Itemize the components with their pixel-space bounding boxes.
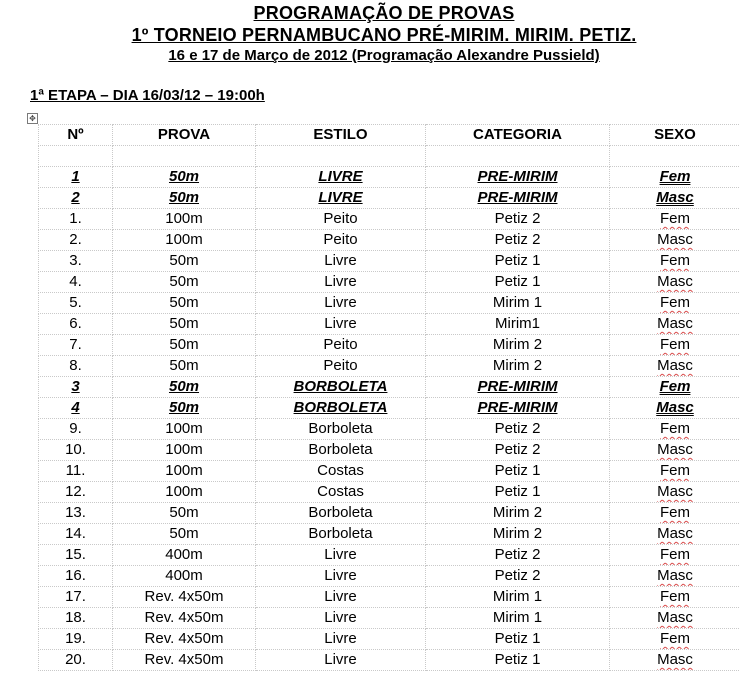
sexo-text: Masc	[656, 399, 694, 416]
table-row	[39, 209, 740, 230]
table-row	[39, 503, 740, 524]
cell-estilo: Costas	[256, 482, 426, 503]
cell-estilo: Peito	[256, 209, 426, 230]
table-row	[39, 419, 740, 440]
cell-prova: 50m	[113, 356, 256, 377]
sexo-text: Fem	[660, 630, 690, 647]
cell-categoria: Petiz 1	[426, 650, 610, 671]
table-row	[39, 188, 740, 209]
column-header-prova: PROVA	[113, 125, 256, 146]
cell-number: 9.	[39, 419, 113, 440]
cell-estilo: Peito	[256, 230, 426, 251]
sexo-text: Fem	[659, 168, 691, 185]
cell-prova: Rev. 4x50m	[113, 608, 256, 629]
cell-sexo	[610, 167, 740, 188]
table-cell	[39, 146, 113, 167]
cell-categoria: Petiz 1	[426, 629, 610, 650]
sexo-text: Fem	[660, 294, 690, 311]
move-arrows-icon[interactable]: ✥	[27, 113, 38, 124]
cell-estilo: Livre	[256, 608, 426, 629]
table-row	[39, 524, 740, 545]
cell-prova: 50m	[113, 293, 256, 314]
table-row	[39, 272, 740, 293]
cell-categoria: Mirim 2	[426, 524, 610, 545]
cell-categoria: Petiz 2	[426, 566, 610, 587]
cell-number: 4.	[39, 272, 113, 293]
cell-number: 1	[39, 167, 113, 188]
table-row	[39, 545, 740, 566]
cell-number: 17.	[39, 587, 113, 608]
cell-sexo	[610, 440, 740, 461]
cell-prova: 50m	[113, 335, 256, 356]
cell-estilo: Livre	[256, 314, 426, 335]
cell-number: 14.	[39, 524, 113, 545]
cell-categoria: Petiz 2	[426, 230, 610, 251]
cell-sexo	[610, 650, 740, 671]
cell-estilo: Livre	[256, 545, 426, 566]
cell-sexo	[610, 482, 740, 503]
sexo-text: Fem	[660, 462, 690, 479]
cell-estilo: Livre	[256, 566, 426, 587]
table-cell	[113, 146, 256, 167]
cell-number: 8.	[39, 356, 113, 377]
table-row	[39, 335, 740, 356]
table-row	[39, 293, 740, 314]
cell-prova: 100m	[113, 230, 256, 251]
table-cell	[426, 146, 610, 167]
cell-sexo	[610, 377, 740, 398]
tournament-title: 1º TORNEIO PERNAMBUCANO PRÉ-MIRIM. MIRIM. PETIZ.	[131, 25, 637, 45]
cell-estilo: Borboleta	[256, 503, 426, 524]
cell-number: 18.	[39, 608, 113, 629]
cell-prova: 400m	[113, 545, 256, 566]
cell-prova: 50m	[113, 377, 256, 398]
sexo-text: Fem	[660, 420, 690, 437]
sexo-text: Masc	[657, 483, 693, 500]
sexo-text: Fem	[660, 210, 690, 227]
cell-sexo	[610, 419, 740, 440]
cell-prova: 50m	[113, 503, 256, 524]
cell-categoria: Mirim 1	[426, 587, 610, 608]
table-row	[39, 440, 740, 461]
cell-number: 3.	[39, 251, 113, 272]
sexo-text: Masc	[657, 357, 693, 374]
cell-sexo	[610, 629, 740, 650]
cell-number: 3	[39, 377, 113, 398]
cell-sexo	[610, 230, 740, 251]
cell-categoria: PRE-MIRIM	[426, 377, 610, 398]
cell-number: 6.	[39, 314, 113, 335]
column-header-categoria: CATEGORIA	[426, 125, 610, 146]
cell-sexo	[610, 566, 740, 587]
cell-categoria: PRE-MIRIM	[426, 398, 610, 419]
cell-prova: 100m	[113, 419, 256, 440]
sexo-text: Masc	[657, 567, 693, 584]
cell-estilo: Peito	[256, 335, 426, 356]
sexo-text: Masc	[657, 231, 693, 248]
table-row	[39, 650, 740, 671]
cell-sexo	[610, 356, 740, 377]
table-row	[39, 629, 740, 650]
cell-sexo	[610, 272, 740, 293]
cell-categoria: Mirim1	[426, 314, 610, 335]
cell-number: 5.	[39, 293, 113, 314]
cell-prova: 50m	[113, 524, 256, 545]
cell-number: 15.	[39, 545, 113, 566]
cell-number: 2	[39, 188, 113, 209]
cell-estilo: Borboleta	[256, 524, 426, 545]
cell-sexo	[610, 293, 740, 314]
cell-categoria: Petiz 1	[426, 251, 610, 272]
cell-categoria: Mirim 2	[426, 335, 610, 356]
cell-number: 20.	[39, 650, 113, 671]
cell-prova: Rev. 4x50m	[113, 650, 256, 671]
cell-categoria: Petiz 2	[426, 209, 610, 230]
cell-estilo: Borboleta	[256, 419, 426, 440]
blank-row	[39, 146, 740, 167]
cell-prova: 50m	[113, 251, 256, 272]
sexo-text: Masc	[657, 441, 693, 458]
document-header	[0, 2, 740, 65]
table-row	[39, 377, 740, 398]
table-row	[39, 251, 740, 272]
table-row	[39, 461, 740, 482]
cell-sexo	[610, 209, 740, 230]
table-cell	[256, 146, 426, 167]
sexo-text: Fem	[659, 378, 691, 395]
cell-prova: 50m	[113, 167, 256, 188]
table-row	[39, 482, 740, 503]
document-subtitle: 16 e 17 de Março de 2012 (Programação Alexandre Pussield)	[168, 47, 600, 64]
sexo-text: Masc	[656, 189, 694, 206]
cell-sexo	[610, 188, 740, 209]
table-row	[39, 398, 740, 419]
cell-number: 10.	[39, 440, 113, 461]
cell-categoria: PRE-MIRIM	[426, 188, 610, 209]
cell-prova: 100m	[113, 482, 256, 503]
cell-estilo: Livre	[256, 587, 426, 608]
sexo-text: Masc	[657, 315, 693, 332]
cell-categoria: Petiz 2	[426, 440, 610, 461]
cell-estilo: Livre	[256, 293, 426, 314]
cell-estilo: Livre	[256, 650, 426, 671]
cell-categoria: Mirim 2	[426, 503, 610, 524]
cell-number: 13.	[39, 503, 113, 524]
table-row	[39, 566, 740, 587]
cell-sexo	[610, 461, 740, 482]
table-row	[39, 608, 740, 629]
cell-prova: 50m	[113, 314, 256, 335]
cell-estilo: Peito	[256, 356, 426, 377]
cell-prova: 50m	[113, 272, 256, 293]
cell-categoria: Petiz 1	[426, 272, 610, 293]
column-header-sexo: SEXO	[610, 125, 740, 146]
table-row	[39, 230, 740, 251]
cell-estilo: Borboleta	[256, 440, 426, 461]
sexo-text: Masc	[657, 525, 693, 542]
sexo-text: Fem	[660, 588, 690, 605]
cell-sexo	[610, 251, 740, 272]
table-row	[39, 587, 740, 608]
cell-sexo	[610, 398, 740, 419]
cell-estilo: Costas	[256, 461, 426, 482]
cell-number: 19.	[39, 629, 113, 650]
cell-categoria: Mirim 2	[426, 356, 610, 377]
cell-number: 2.	[39, 230, 113, 251]
cell-categoria: Mirim 1	[426, 608, 610, 629]
document-title: PROGRAMAÇÃO DE PROVAS	[253, 3, 515, 23]
cell-number: 11.	[39, 461, 113, 482]
cell-number: 4	[39, 398, 113, 419]
cell-prova: Rev. 4x50m	[113, 629, 256, 650]
cell-categoria: Petiz 1	[426, 482, 610, 503]
cell-number: 1.	[39, 209, 113, 230]
cell-number: 16.	[39, 566, 113, 587]
cell-prova: Rev. 4x50m	[113, 587, 256, 608]
cell-prova: 100m	[113, 461, 256, 482]
events-table	[38, 124, 740, 671]
cell-categoria: Petiz 2	[426, 545, 610, 566]
stage-heading: 1ª ETAPA – DIA 16/03/12 – 19:00h	[30, 87, 265, 104]
cell-sexo	[610, 503, 740, 524]
cell-sexo	[610, 608, 740, 629]
cell-prova: 400m	[113, 566, 256, 587]
cell-prova: 100m	[113, 209, 256, 230]
cell-sexo	[610, 545, 740, 566]
sexo-text: Fem	[660, 504, 690, 521]
sexo-text: Masc	[657, 273, 693, 290]
sexo-text: Masc	[657, 609, 693, 626]
sexo-text: Fem	[660, 252, 690, 269]
cell-estilo: BORBOLETA	[256, 398, 426, 419]
cell-estilo: LIVRE	[256, 188, 426, 209]
cell-sexo	[610, 587, 740, 608]
cell-sexo	[610, 524, 740, 545]
cell-estilo: BORBOLETA	[256, 377, 426, 398]
table-row	[39, 356, 740, 377]
cell-estilo: LIVRE	[256, 167, 426, 188]
cell-prova: 50m	[113, 188, 256, 209]
table-cell	[610, 146, 740, 167]
cell-estilo: Livre	[256, 251, 426, 272]
cell-prova: 100m	[113, 440, 256, 461]
column-header-number: Nº	[39, 125, 113, 146]
table-row	[39, 167, 740, 188]
sexo-text: Masc	[657, 651, 693, 668]
cell-categoria: Petiz 1	[426, 461, 610, 482]
cell-sexo	[610, 314, 740, 335]
cell-estilo: Livre	[256, 629, 426, 650]
column-header-estilo: ESTILO	[256, 125, 426, 146]
cell-categoria: Mirim 1	[426, 293, 610, 314]
cell-sexo	[610, 335, 740, 356]
cell-categoria: PRE-MIRIM	[426, 167, 610, 188]
cell-number: 12.	[39, 482, 113, 503]
cell-number: 7.	[39, 335, 113, 356]
cell-categoria: Petiz 2	[426, 419, 610, 440]
cell-prova: 50m	[113, 398, 256, 419]
sexo-text: Fem	[660, 546, 690, 563]
table-header-row	[39, 125, 740, 146]
cell-estilo: Livre	[256, 272, 426, 293]
table-row	[39, 314, 740, 335]
sexo-text: Fem	[660, 336, 690, 353]
